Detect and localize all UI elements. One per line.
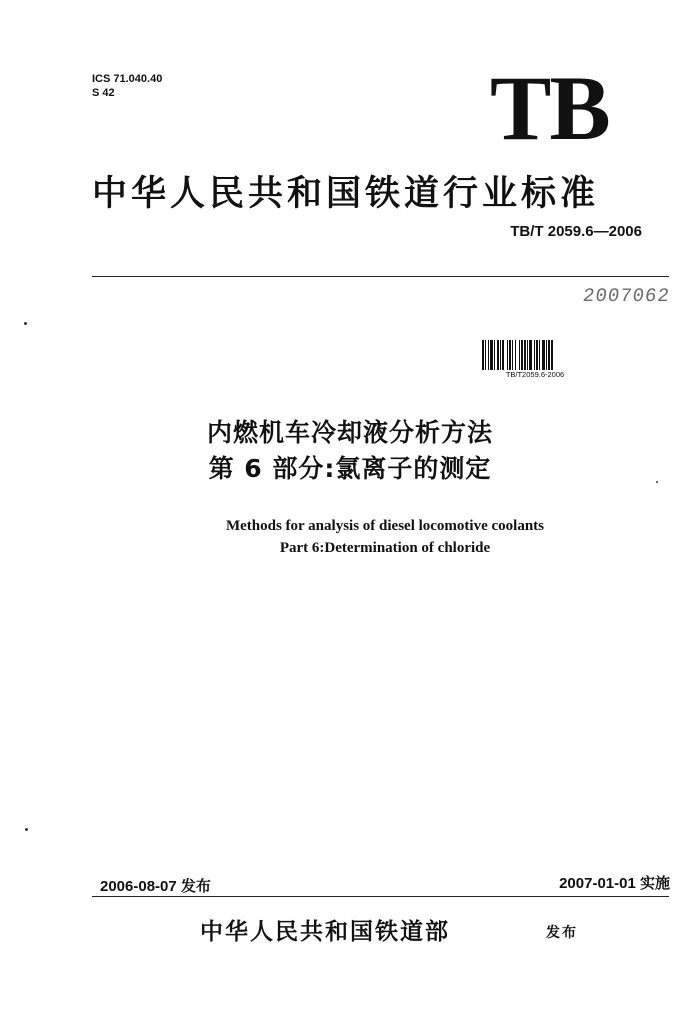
implementation-date: 2007-01-01 实施	[559, 875, 670, 892]
issue-date: 2006-08-07 发布	[100, 878, 211, 895]
standard-number: TB/T 2059.6—2006	[510, 223, 642, 240]
scan-speck	[25, 828, 28, 831]
scan-speck	[656, 481, 658, 483]
ics-classification	[92, 72, 162, 100]
publish-label: 发布	[546, 925, 578, 941]
title-cn-line2: 第 6 部分:氯离子的测定	[208, 454, 492, 483]
document-title-cn	[0, 415, 700, 487]
title-cn-line1: 内燃机车冷却液分析方法	[206, 418, 493, 447]
standard-category-title: 中华人民共和国铁道行业标准	[92, 173, 600, 214]
title-en-line2: Part 6:Determination of chloride	[279, 540, 491, 556]
footer-divider	[92, 896, 669, 897]
publisher-name: 中华人民共和国铁道部	[200, 918, 450, 945]
barcode	[482, 340, 588, 370]
ics-code: ICS 71.040.40	[92, 73, 163, 85]
scan-speck	[24, 322, 27, 325]
title-en-line1: Methods for analysis of diesel locomotive coolants	[225, 518, 545, 534]
serial-stamp: 2007062	[581, 285, 672, 307]
class-code: S 42	[92, 87, 115, 99]
document-title-en	[0, 515, 700, 559]
barcode-text: TB/T2059.6-2006	[505, 370, 565, 379]
header-divider	[92, 276, 669, 277]
tb-logo: TB	[490, 57, 609, 159]
